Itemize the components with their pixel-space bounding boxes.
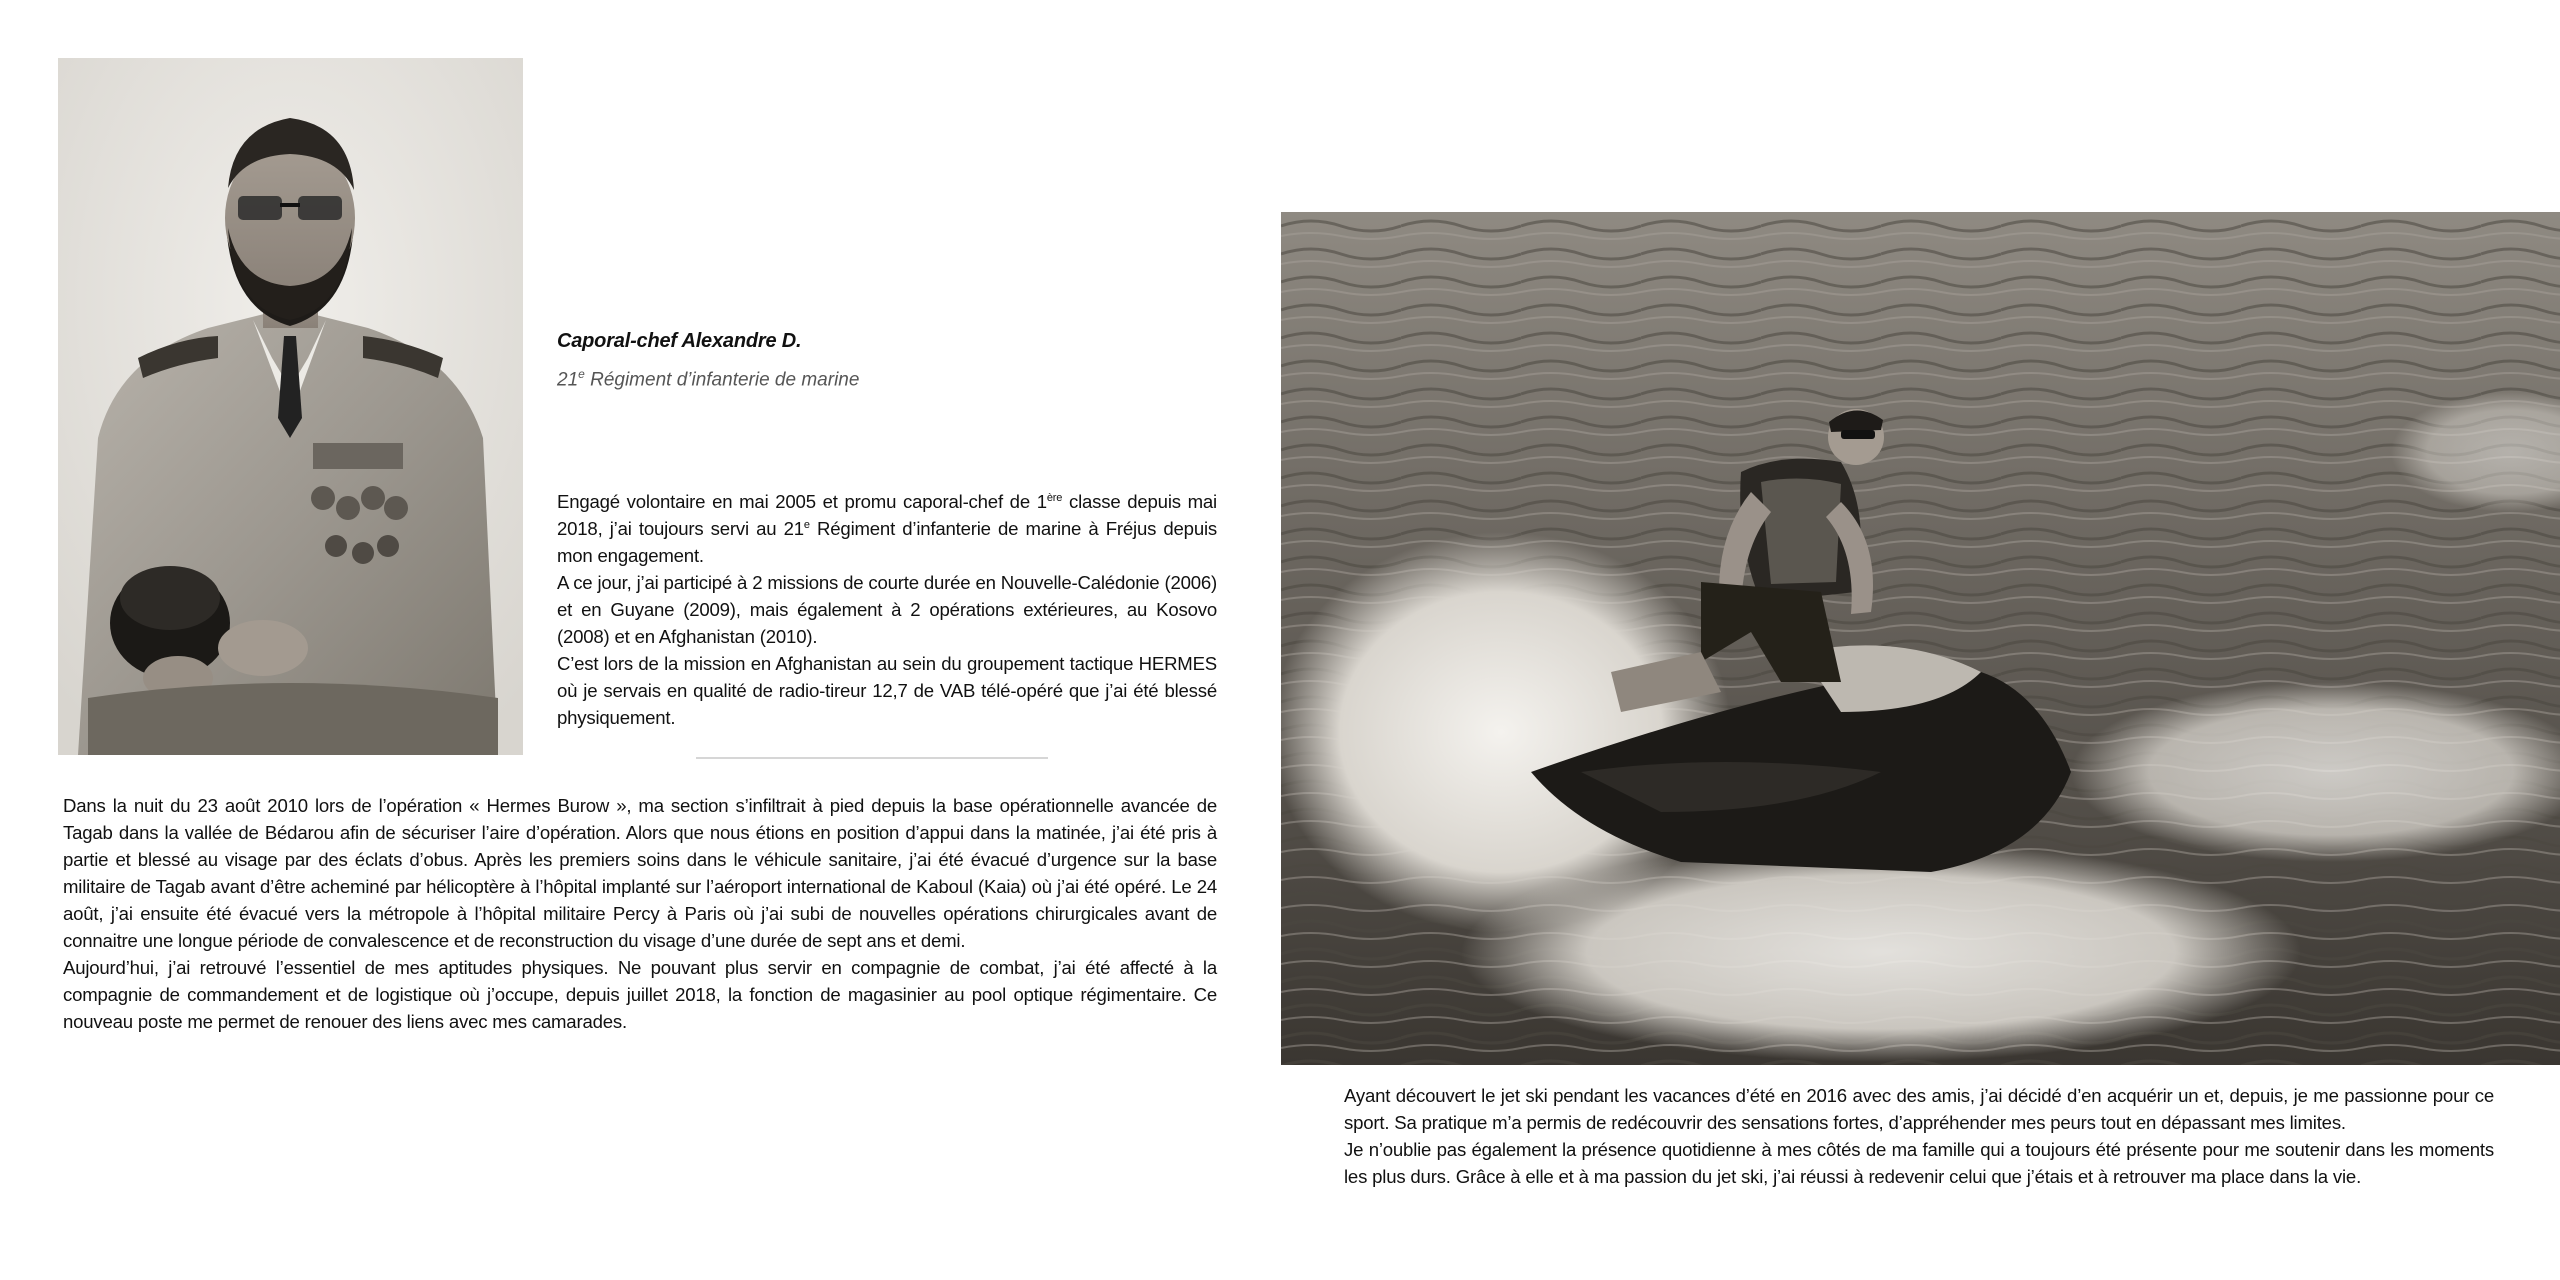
hobby-text <box>1344 1082 2494 1190</box>
regiment-name: Régiment d’infanterie de marine <box>584 369 860 391</box>
regiment-label <box>557 367 1217 391</box>
hobby-paragraph-1: Ayant découvert le jet ski pendant les vacances d’été en 2016 avec des amis, j’ai décidé d’en acquérir un et, depuis, je me passionne pour ce sport. Sa pratique m’a permis de redécouvrir des sensations fortes, d’appréhender mes peurs tout en dépassant mes limites. <box>1344 1085 2494 1133</box>
intro-ordinal-1: ère <box>1046 491 1063 504</box>
intro-paragraph-2: A ce jour, j’ai participé à 2 missions de courte durée en Nouvelle-Calédonie (2006) et en Guyane (2009), mais également à 2 opérations extérieures, au Kosovo (2008) et en Afghanistan (2010). <box>557 572 1217 647</box>
intro-p1-part-c: Régiment d’infanterie de marine à Fréjus depuis mon engagement. <box>557 518 1217 566</box>
regiment-number: 21 <box>557 369 579 391</box>
intro-text <box>557 488 1217 731</box>
story-text <box>63 792 1217 1035</box>
jetski-photo-icon <box>1281 212 2560 1065</box>
intro-paragraph-3: C’est lors de la mission en Afghanistan au sein du groupement tactique HERMES où je servais en qualité de radio-tireur 12,7 de VAB télé-opéré que j’ai été blessé physiquement. <box>557 653 1217 728</box>
intro-p1-part-a: Engagé volontaire en mai 2005 et promu caporal-chef de 1 <box>557 491 1047 512</box>
portrait-photo-icon <box>58 58 523 755</box>
person-name: Caporal-chef Alexandre D. <box>557 330 802 352</box>
story-paragraph-2: Aujourd’hui, j’ai retrouvé l’essentiel de mes aptitudes physiques. Ne pouvant plus servir en compagnie de combat, j’ai été affecté à la compagnie de commandement et de logistique où j’occupe, depuis juillet 2018, la fonction de magasinier au pool optique régimentaire. Ce nouveau poste me permet de renouer des liens avec mes camarades. <box>63 957 1217 1032</box>
jetski-photo <box>1281 212 2560 1065</box>
intro-ordinal-2: e <box>803 518 810 531</box>
hobby-paragraph-2: Je n’oublie pas également la présence quotidienne à mes côtés de ma famille qui a toujours été présente pour me soutenir dans les moments les plus durs. Grâce à elle et à ma passion du jet ski, j’ai réussi à redevenir celui que j’étais et à retrouver ma place dans la vie. <box>1344 1139 2494 1187</box>
story-paragraph-1: Dans la nuit du 23 août 2010 lors de l’opération « Hermes Burow », ma section s’infiltrait à pied depuis la base opérationnelle avancée de Tagab dans la vallée de Bédarou afin de sécuriser l’aire d’opération. Alors que nous étions en position d’appui dans la matinée, j’ai été pris à partie et blessé au visage par des éclats d’obus. Après les premiers soins dans le véhicule sanitaire, j’ai été évacué d’urgence sur la base militaire de Tagab avant d’être acheminé par hélicoptère à l’hôpital implanté sur l’aéroport international de Kaboul (Kaia) où j’ai été opéré. Le 24 août, j’ai ensuite été évacué vers la métropole à l’hôpital militaire Percy à Paris où j’ai subi de nouvelles opérations chirurgicales avant de connaitre une longue période de convalescence et de reconstruction du visage d’une durée de sept ans et demi. <box>63 795 1217 951</box>
intro-p1-part-b: classe depuis mai 2018, j’ai toujours servi au 21 <box>557 491 1217 539</box>
caption-block <box>557 330 1217 391</box>
regiment-ordinal: e <box>578 367 585 381</box>
portrait-photo <box>58 58 523 755</box>
intro-paragraph-1 <box>557 488 1217 569</box>
section-divider <box>696 757 1048 759</box>
